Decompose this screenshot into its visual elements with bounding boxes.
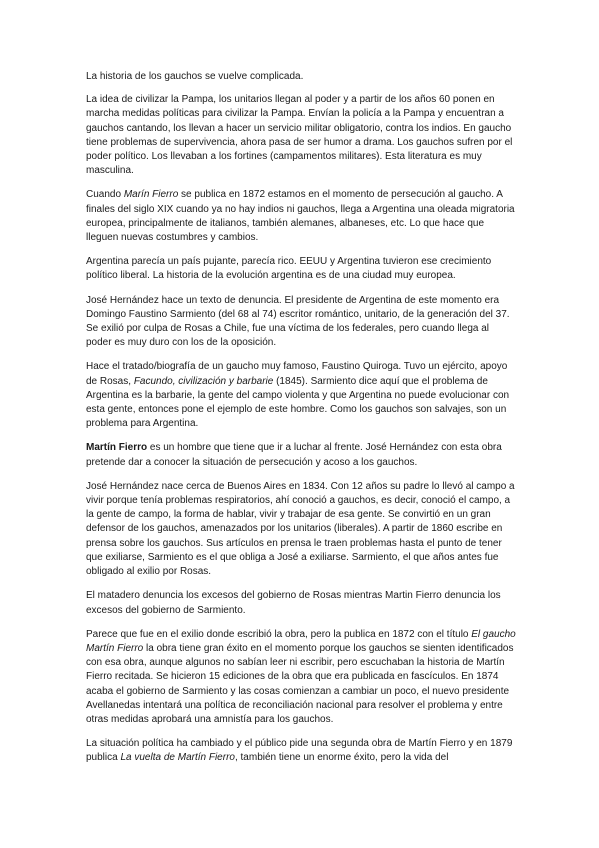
paragraph (86, 628, 517, 727)
text-run: se publica en 1872 estamos en el momento de persecución al gaucho. A finales del siglo XIX cuando ya no hay indios ni gauchos, llega a Argentina una oleada migratoria europea, principalmente de italianos, también alemanes, albaneses, etc. Lo que hace que lleguen nuevas costumbres y cambios. (86, 189, 515, 244)
paragraph (86, 360, 517, 431)
text-run: José Hernández hace un texto de denuncia. El presidente de Argentina de este momento era Domingo Faustino Sarmiento (del 68 al 74) escritor romántico, unitario, de la generación del 37. Se exilió por culpa de Rosas a Chile, fue una víctima de los federales, pero cuando llega al poder es muy duro con los de la oposición. (86, 294, 510, 349)
paragraph (86, 441, 517, 469)
italic-title-run: La vuelta de Martín Fierro (120, 752, 235, 764)
document-heading-line (86, 70, 517, 84)
paragraph (86, 480, 517, 579)
text-run: , también tiene un enorme éxito, pero la vida del (234, 752, 449, 764)
italic-title-run: Marín Fierro (123, 189, 179, 201)
paragraph (86, 255, 517, 283)
text-run: José Hernández nace cerca de Buenos Aires en 1834. Con 12 años su padre lo llevó al campo a vivir porque tenía problemas respiratorios, ahí conoció a gauchos, es decir, conoció el campo, a la gente de campo, la forma de hablar, vivir y trabajar de esa gente. Se convirtió en un gran defensor de los gauchos, amenazados por los unitarios (liberales). A partir de 1860 escribe en prensa sobre los gauchos. Sus artículos en prensa le traen problemas hasta el punto de tener que exiliarse, Sarmiento es el que obliga a José a exiliarse. Sarmiento, el que años antes fue obligado al exilio por Rosas. (86, 480, 515, 578)
text-run: Cuando (86, 189, 124, 201)
paragraph (86, 93, 517, 178)
italic-title-run: El gaucho Martín Fierro (86, 628, 516, 654)
text-run: la obra tiene gran éxito en el momento porque los gauchos se sienten identificados con esa obra, aunque algunos no sabían leer ni escribir, pero escuchaban la historia de Martín Fierro recitada. Se hicieron 15 ediciones de la obra que era publicada en fascículos. En 1874 acaba el gobierno de Sarmiento y las cosas comienzan a cambiar un poco, el nuevo presidente Avellanedas intentará una política de reconciliación nacional para resolver el problema y entre otras medidas aprobará una amnistía para los gauchos. (86, 642, 514, 725)
paragraph (86, 294, 517, 351)
text-run: El matadero denuncia los excesos del gobierno de Rosas mientras Martin Fierro denuncia los excesos del gobierno de Sarmiento. (86, 590, 501, 616)
paragraph (86, 589, 517, 617)
bold-run: Martín Fierro (86, 442, 148, 454)
text-run: Argentina parecía un país pujante, parecía rico. EEUU y Argentina tuvieron ese crecimiento político liberal. La historia de la evolución argentina es de una ciudad muy europea. (86, 256, 492, 282)
text-run: La idea de civilizar la Pampa, los unitarios llegan al poder y a partir de los años 60 ponen en marcha medidas políticas para civilizar la Pampa. Envían la policía a la Pampa y encuentran a gauchos cantando, los llevan a hacer un servicio militar obligatorio, contra los indios. En gaucho tiene problemas de supervivencia, ahora pasa de ser humor a drama. Los gauchos sufren por el poder político. Los llevaban a los fortines (campamentos militares). Esta literatura es muy masculina. (86, 94, 513, 177)
text-run: Parece que fue en el exilio donde escribió la obra, pero la publica en 1872 con el título (86, 628, 472, 640)
text-run: Hace el tratado/biografía de un gaucho muy famoso, Faustino Quiroga. Tuvo un ejército, apoyo de Rosas, (86, 361, 508, 387)
text-run: es un hombre que tiene que ir a luchar al frente. José Hernández con esta obra pretende dar a conocer la situación de persecución y acoso a los gauchos. (86, 442, 502, 468)
text-run: La historia de los gauchos se vuelve complicada. (86, 71, 304, 82)
paragraph (86, 737, 517, 765)
italic-title-run: Facundo, civilización y barbarie (133, 375, 274, 387)
text-run: La situación política ha cambiado y el público pide una segunda obra de Martín Fierro y en 1879 publica (86, 738, 513, 764)
paragraph (86, 188, 517, 245)
document-body (86, 70, 517, 766)
text-run: (1845). Sarmiento dice aquí que el problema de Argentina es la barbarie, la gente del campo violenta y que Argentina no puede evolucionar con esta gente, entonces pone el ejemplo de este hombre. Como los gauchos son salvajes, son un problema para Argentina. (86, 375, 510, 430)
